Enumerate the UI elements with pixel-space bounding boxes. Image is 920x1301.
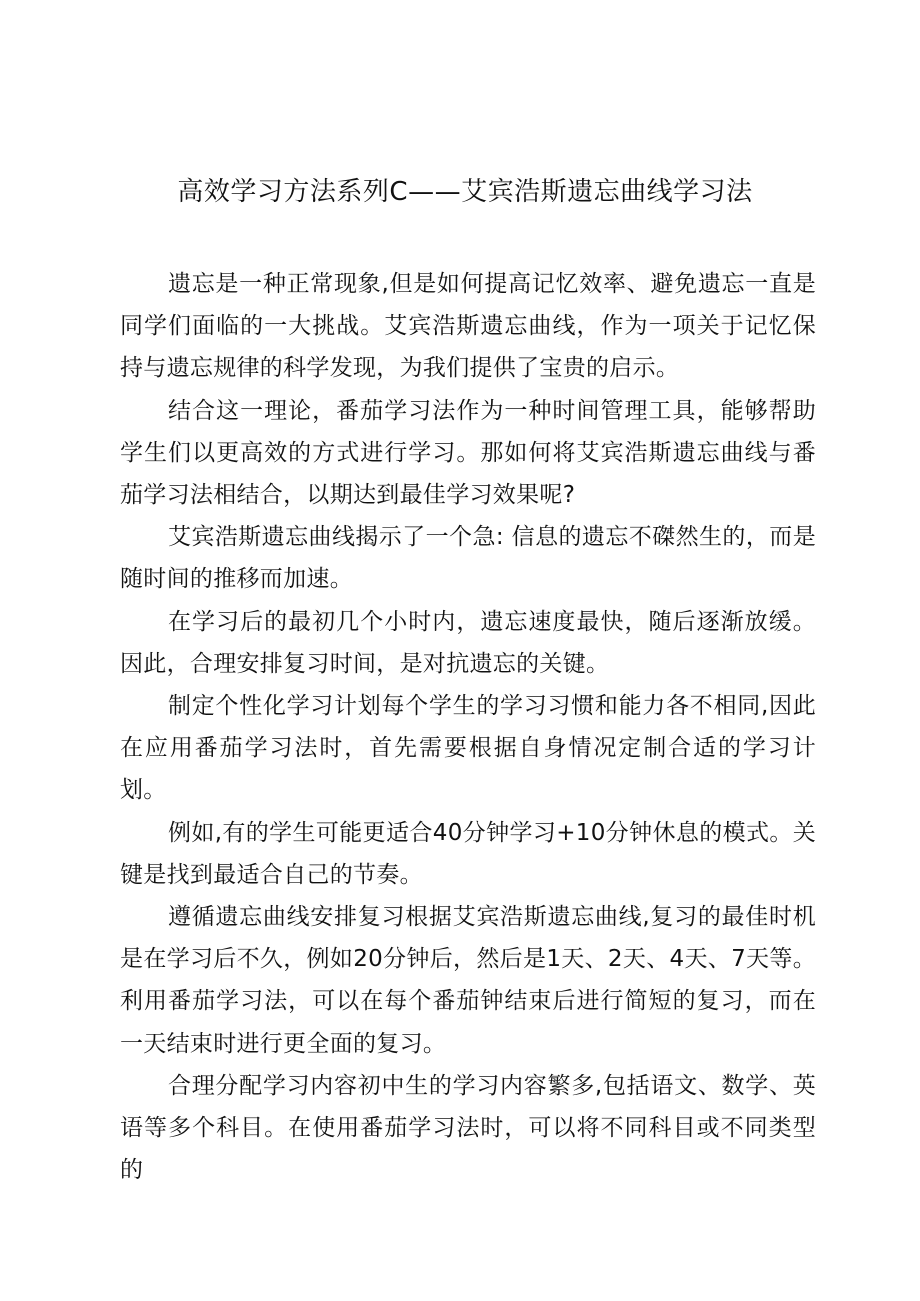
paragraph-7: 遵循遗忘曲线安排复习根据艾宾浩斯遗忘曲线,复习的最佳时机是在学习后不久，例如20分钟后，然后是1天、2天、4天、7天等。利用番茄学习法，可以在每个番茄钟结束后进行简短的复习，而在一天结束时进行更全面的复习。: [120, 904, 816, 1057]
paragraph-2: 结合这一理论，番茄学习法作为一种时间管理工具，能够帮助学生们以更高效的方式进行学习。那如何将艾宾浩斯遗忘曲线与番茄学习法相结合，以期达到最佳学习效果呢?: [120, 397, 816, 509]
document-title: 高效学习方法系列C——艾宾浩斯遗忘曲线学习法: [177, 177, 753, 207]
paragraph-4: 在学习后的最初几个小时内，遗忘速度最快，随后逐渐放缓。因此，合理安排复习时间，是对抗遗忘的关键。: [120, 608, 816, 677]
document-body: [120, 263, 816, 1191]
paragraph-3: 艾宾浩斯遗忘曲线揭示了一个急: 信息的遗忘不磔然生的，而是随时间的推移而加速。: [120, 524, 816, 593]
paragraph-6: 例如,有的学生可能更适合40分钟学习+10分钟休息的模式。关键是找到最适合自己的节奏。: [120, 819, 816, 888]
paragraph-5: 制定个性化学习计划每个学生的学习习惯和能力各不相同,因此在应用番茄学习法时，首先需要根据自身情况定制合适的学习计划。: [120, 693, 816, 804]
paragraph-8: 合理分配学习内容初中生的学习内容繁多,包括语文、数学、英语等多个科目。在使用番茄学习法时，可以将不同科目或不同类型的: [120, 1072, 816, 1184]
paragraph-1: 遗忘是一种正常现象,但是如何提高记忆效率、避免遗忘一直是同学们面临的一大挑战。艾宾浩斯遗忘曲线，作为一项关于记忆保持与遗忘规律的科学发现，为我们提供了宝贵的启示。: [120, 271, 816, 382]
